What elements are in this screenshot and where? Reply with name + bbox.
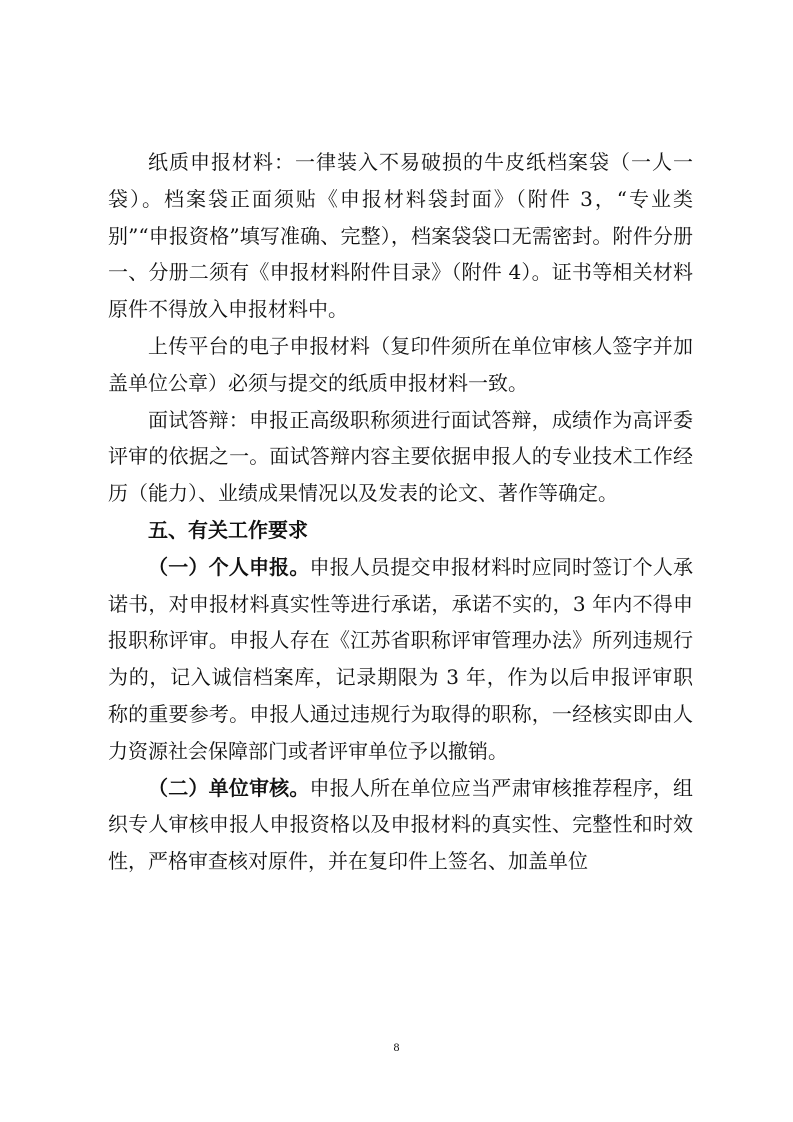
requirement-item-unit xyxy=(108,770,693,880)
item-text: 申报人员提交申报材料时应同时签订个人承诺书，对申报材料真实性等进行承诺，承诺不实的，3 年内不得申报职称评审。申报人存在《江苏省职称评审管理办法》所列违规行为的，记入诚信档案库，记录期限为 3 年，作为以后申报评审职称的重要参考。申报人通过违规行为取得的职称，一经核实即由人力资源社会保障部门或者评审单位予以撤销。 xyxy=(108,554,694,763)
page-number: 8 xyxy=(393,1040,400,1054)
electronic-materials-paragraph: 上传平台的电子申报材料（复印件须所在单位审核人签字并加盖单位公章）必须与提交的纸质申报材料一致。 xyxy=(108,333,693,395)
item-lead: （一）个人申报。 xyxy=(148,554,310,579)
requirement-item-personal xyxy=(108,549,693,770)
item-text: 申报人所在单位应当严肃审核推荐程序，组织专人审核申报人申报资格以及申报材料的真实性、完整性和时效性，严格审查核对原件，并在复印件上签名、加盖单位 xyxy=(108,775,694,874)
document-body xyxy=(108,144,693,880)
paper-materials-paragraph: 纸质申报材料：一律装入不易破损的牛皮纸档案袋（一人一袋）。档案袋正面须贴《申报材料袋封面》（附件 3，“专业类别”“申报资格”填写准确、完整），档案袋袋口无需密封。附件分册一、分册二须有《申报材料附件目录》（附件 4）。证书等相关材料原件不得放入申报材料中。 xyxy=(108,150,693,322)
item-lead: （二）单位审核。 xyxy=(148,775,310,800)
interview-paragraph: 面试答辩：申报正高级职称须进行面试答辩，成绩作为高评委评审的依据之一。面试答辩内容主要依据申报人的专业技术工作经历（能力）、业绩成果情况以及发表的论文、著作等确定。 xyxy=(108,407,693,506)
section-heading: 五、有关工作要求 xyxy=(148,517,308,542)
